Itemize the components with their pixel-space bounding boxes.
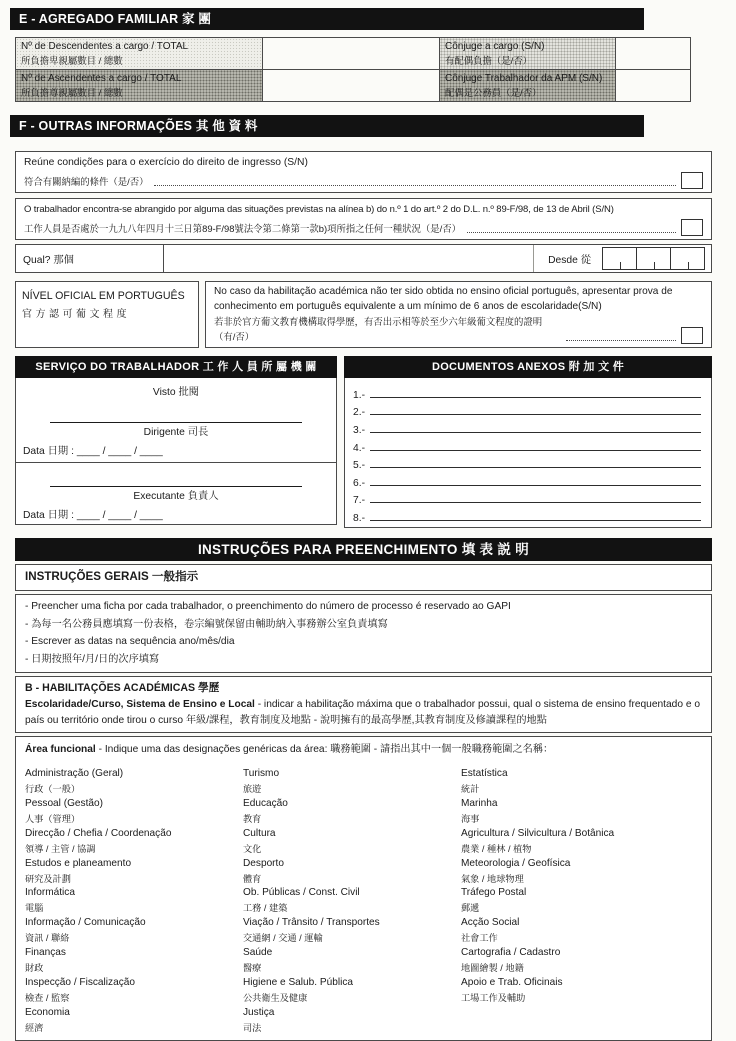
panel-divider: [16, 462, 336, 463]
documento-input-line[interactable]: [370, 414, 701, 415]
executante-date-field[interactable]: [16, 506, 336, 521]
area-item: Cartografia / Cadastro 地圖繪製 / 地籍: [461, 947, 561, 973]
documento-line-7: [353, 489, 703, 507]
situacao-question-zh: 工作人員是否處於一九九八年四月十三日第89-F/98號法令第二條第一款b)項所指之任何一種狀況（是/否）: [24, 223, 462, 234]
descendentes-label-cell: [16, 38, 263, 70]
nivel-label-pt: NÍVEL OFICIAL EM PORTUGUÊS: [22, 290, 185, 302]
agregado-familiar-table: [15, 37, 691, 102]
area-item: Inspecção / Fiscalização 檢查 / 監察: [25, 976, 135, 1003]
doc-number: 7.-: [353, 495, 366, 507]
habilitacoes-text: [25, 697, 702, 728]
qual-desde-row: [15, 244, 712, 273]
documento-line-6: [353, 471, 703, 489]
instrucao-geral-3: - Escrever as datas na sequência ano/mês/dia: [25, 636, 235, 648]
documento-line-1: [353, 383, 703, 401]
conjuge-apm-label-cell: [440, 70, 616, 101]
conjuge-cargo-input-cell[interactable]: [616, 38, 690, 70]
documento-input-line[interactable]: [370, 485, 701, 486]
section-f-header: [10, 115, 644, 137]
area-item: Direcção / Chefia / Coordenação 領導 / 主管 / 協調: [25, 827, 172, 854]
area-item: Estudos e planeamento 研究及計劃: [25, 857, 132, 884]
area-item: Saúde 醫療: [243, 947, 273, 973]
instrucao-geral-2: - 為每一名公務員應填寫一份表格，卷宗編號保留由輔助納入事務辦公室負責填寫: [25, 618, 388, 630]
ascendentes-input-cell[interactable]: [263, 70, 440, 101]
section-e-header: [10, 8, 644, 30]
servico-trabalhador-panel: [15, 356, 337, 525]
signature-panels: [15, 356, 736, 528]
documento-input-line[interactable]: [370, 397, 701, 398]
area-item: Meteorologia / Geofísica 氣象 / 地球物理: [461, 857, 571, 884]
ascendentes-label-zh: 所負擔尊親屬數目 / 總數: [21, 86, 123, 98]
desde-label: Desde 從: [533, 245, 603, 272]
area-item: Tráfego Postal 郵遞: [461, 887, 527, 914]
qual-input-field[interactable]: [164, 245, 533, 272]
area-item: Higiene e Salub. Pública 公共衛生及健康: [243, 976, 353, 1003]
documentos-panel-body: [344, 378, 712, 528]
data-label: Data 日期 :: [23, 510, 74, 522]
area-item: Agricultura / Silvicultura / Botânica 農業 / 種林 / 植物: [461, 827, 615, 854]
area-item: Pessoal (Gestão) 人事（管理）: [25, 798, 103, 824]
conjuge-cargo-label-pt: Cônjuge a cargo (S/N): [445, 41, 545, 52]
nivel-portugues-text-box: [205, 281, 712, 348]
area-funcional-title: [25, 742, 702, 758]
ingresso-question-box: [15, 151, 712, 193]
desde-date-box-day[interactable]: [670, 247, 705, 270]
ingresso-question-zh: 符合有關納編的條件（是/否）: [24, 176, 149, 187]
servico-panel-header: SERVIÇO DO TRABALHADOR 工 作 人 員 所 屬 機 關: [15, 356, 337, 378]
area-item: Administração (Geral) 行政（一般）: [25, 768, 124, 795]
doc-number: 4.-: [353, 442, 366, 454]
habilitacoes-rest: - indicar a habilitação máxima que o trabalhador possui, qual o sistema de ensino frequentado e o país ou território onde tirou o curso 年級/課程，教育制度及地點 - 說明擁有的最高學歷,其教育制度及修讀課程的地點: [25, 699, 701, 726]
documento-line-3: [353, 418, 703, 436]
documento-input-line[interactable]: [370, 432, 701, 433]
doc-number: 2.-: [353, 407, 366, 419]
area-item: Acção Social 社會工作: [461, 917, 520, 944]
instrucoes-header: INSTRUÇÕES PARA PREENCHIMENTO 填 表 説 明: [15, 538, 712, 561]
conjuge-cargo-label-cell: [440, 38, 616, 70]
area-item: Informática 電腦: [25, 887, 75, 914]
documento-line-5: [353, 454, 703, 472]
ascendentes-label-pt: Nº de Ascendentes a cargo / TOTAL: [21, 73, 182, 84]
area-item: Economia 經濟: [25, 1006, 70, 1033]
doc-number: 8.-: [353, 512, 366, 524]
documentos-panel-header: DOCUMENTOS ANEXOS 附 加 文 件: [344, 356, 712, 378]
documento-input-line[interactable]: [370, 450, 701, 451]
area-item: Educação 教育: [243, 798, 288, 824]
servico-panel-body: [15, 378, 337, 525]
ingresso-question-pt: Reúne condições para o exercício do direito de ingresso (S/N): [24, 157, 308, 168]
situacao-question-pt: O trabalhador encontra-se abrangido por alguma das situações previstas na alínea b) do n.º 1 do art.º 2 do D.L. n.º 89-F/98, de 13 de Abril (S/N): [24, 204, 614, 215]
qual-label: Qual? 那個: [16, 245, 164, 272]
desde-date-box-year[interactable]: [602, 247, 637, 270]
area-item: Viação / Trânsito / Transportes 交通網 / 交通 / 運輸: [243, 917, 380, 944]
area-column-2: [243, 767, 461, 1035]
area-funcional-box: [15, 736, 712, 1040]
documento-line-4: [353, 436, 703, 454]
desde-date-boxes[interactable]: [603, 245, 705, 272]
situacao-checkbox[interactable]: [681, 219, 703, 236]
nivel-portugues-label-box: [15, 281, 199, 348]
instrucoes-gerais-title: INSTRUÇÕES GERAIS 一般指示: [25, 570, 199, 584]
descendentes-input-cell[interactable]: [263, 38, 440, 70]
nivel-checkbox[interactable]: [681, 327, 703, 344]
documento-input-line[interactable]: [370, 502, 701, 503]
conjuge-apm-label-zh: 配偶是公務員（是/否）: [445, 86, 542, 98]
area-column-3: [461, 767, 702, 1035]
area-funcional-rest: - Indique uma das designações genéricas da área: 職務範圍 - 請指出其中一個一般職務範圍之名稱：: [95, 744, 554, 756]
dotted-leader: [154, 185, 676, 186]
doc-number: 3.-: [353, 424, 366, 436]
area-item: Informação / Comunicação 資訊 / 聯絡: [25, 917, 146, 944]
documento-input-line[interactable]: [370, 520, 701, 521]
instrucao-geral-4: - 日期按照年/月/日的次序填寫: [25, 653, 160, 665]
section-f-title: F - OUTRAS INFORMAÇÕES 其 他 資 料: [19, 119, 258, 133]
doc-number: 1.-: [353, 389, 366, 401]
instrucoes-gerais-title-box: [15, 564, 712, 591]
dotted-leader: [566, 340, 676, 341]
documento-input-line[interactable]: [370, 467, 701, 468]
nivel-text-pt: No caso da habilitação académica não ter sido obtida no ensino oficial português, apresentar prova de conhecimento em português equivalente a um mínimo de 6 anos de escolaridade(S/N): [214, 286, 673, 312]
area-item: Estatística 統計: [461, 768, 508, 795]
form-page: [0, 8, 736, 1041]
dirigente-label: Dirigente 司長: [143, 427, 209, 439]
documentos-anexos-panel: [344, 356, 712, 528]
habilitacoes-academicas-box: [15, 676, 712, 733]
ingresso-checkbox[interactable]: [681, 172, 703, 189]
area-item: Turismo 旅遊: [243, 768, 280, 795]
documento-line-2: [353, 401, 703, 419]
area-funcional-lead: Área funcional: [25, 744, 96, 756]
area-item: Desporto 體育: [243, 857, 284, 884]
instrucao-geral-1: - Preencher uma ficha por cada trabalhador, o preenchimento do número de processo é reservado ao GAPI: [25, 601, 511, 613]
area-funcional-columns: [25, 767, 702, 1035]
conjuge-apm-input-cell[interactable]: [616, 70, 690, 101]
date-blanks[interactable]: ____ / ____ / ____: [76, 446, 163, 458]
instrucoes-gerais-list-box: [15, 594, 712, 673]
nivel-portugues-row: [15, 281, 736, 348]
area-item: Apoio e Trab. Oficinais 工場工作及輔助: [461, 976, 563, 1003]
nivel-text-zh: 若非於官方葡文教育機構取得學歷，有否出示相等於至少六年級葡文程度的證明（有/否）: [214, 316, 543, 343]
section-e-title: E - AGREGADO FAMILIAR 家 團: [19, 12, 212, 26]
conjuge-cargo-label-zh: 有配偶負擔（是/否）: [445, 54, 532, 66]
doc-number: 5.-: [353, 460, 366, 472]
area-item: Cultura 文化: [243, 827, 276, 854]
executante-label: Executante 負責人: [133, 491, 219, 503]
data-label: Data 日期 :: [23, 446, 74, 458]
ascendentes-label-cell: [16, 70, 263, 101]
visto-label: Visto 批閱: [152, 387, 200, 399]
area-item: Marinha 海事: [461, 798, 498, 824]
date-blanks[interactable]: ____ / ____ / ____: [76, 510, 163, 522]
area-item: Justiça 司法: [243, 1006, 275, 1033]
desde-date-box-month[interactable]: [636, 247, 671, 270]
habilitacoes-lead: Escolaridade/Curso, Sistema de Ensino e Local: [25, 699, 255, 711]
doc-number: 6.-: [353, 477, 366, 489]
descendentes-label-pt: Nº de Descendentes a cargo / TOTAL: [21, 41, 189, 52]
area-column-1: [25, 767, 243, 1035]
area-item: Ob. Públicas / Const. Civil 工務 / 建築: [243, 887, 360, 914]
habilitacoes-title: B - HABILITAÇÕES ACADÉMICAS 學歷: [25, 682, 220, 695]
descendentes-label-zh: 所負擔卑親屬數目 / 總數: [21, 54, 123, 66]
documento-line-8: [353, 506, 703, 524]
nivel-label-zh: 官方認可葡文程度: [22, 309, 130, 320]
situacao-question-box: [15, 198, 712, 240]
area-item: Finanças 財政: [25, 947, 66, 973]
conjuge-apm-label-pt: Cônjuge Trabalhador da APM (S/N): [445, 73, 603, 84]
dirigente-date-field[interactable]: [16, 442, 336, 457]
dotted-leader: [467, 232, 676, 233]
